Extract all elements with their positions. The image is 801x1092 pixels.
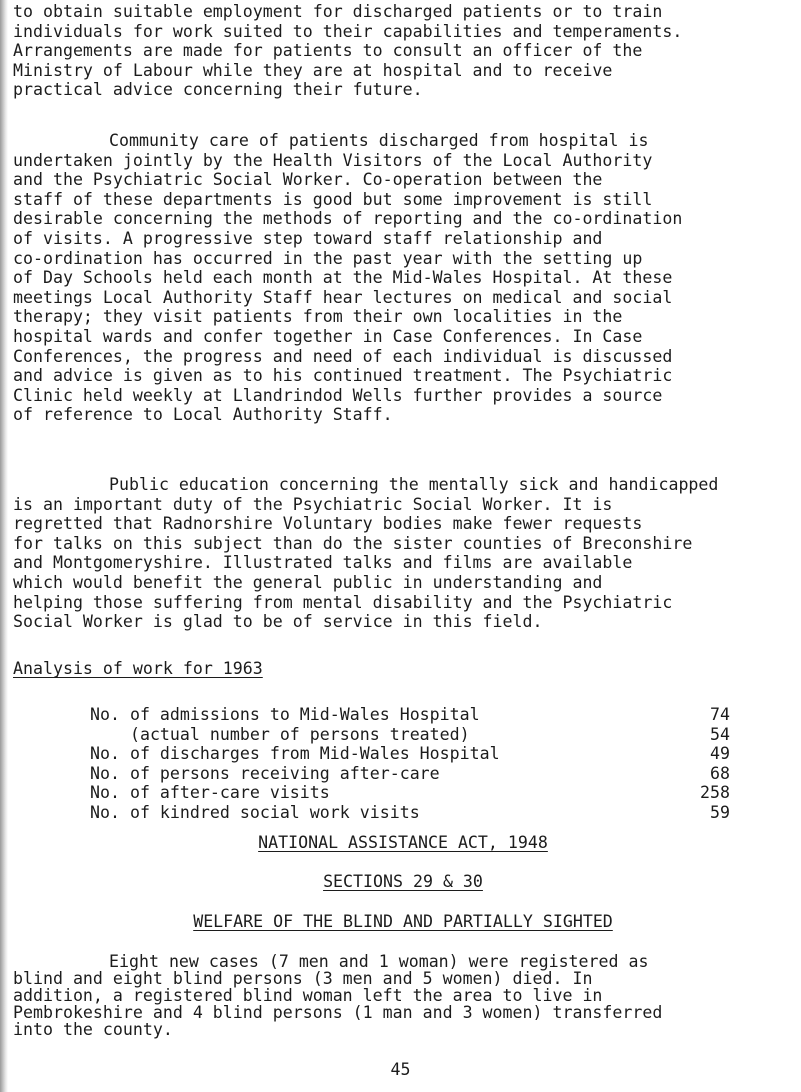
- paragraph-community-care: [13, 131, 793, 425]
- row-value: 49: [710, 744, 730, 764]
- text-line: undertaken jointly by the Health Visitors of the Local Authority: [13, 150, 653, 170]
- text-line: staff of these departments is good but some improvement is still: [13, 189, 653, 209]
- text-line: of reference to Local Authority Staff.: [13, 405, 393, 425]
- text-line: of Day Schools held each month at the Mid-Wales Hospital. At these: [13, 268, 673, 288]
- text-line: Public education concerning the mentally sick and handicapped: [109, 475, 719, 494]
- text-line: and the Psychiatric Social Worker. Co-operation between the: [13, 170, 603, 190]
- paragraph-blind-welfare: [13, 953, 793, 1038]
- row-label: No. of kindred social work visits: [90, 802, 420, 822]
- row-value: 258: [700, 783, 730, 803]
- paragraph-public-education: [13, 475, 793, 632]
- text-line: practical advice concerning their future.: [13, 80, 423, 100]
- text-line: blind and eight blind persons (3 men and 5 women) died. In: [13, 969, 593, 988]
- row-value: 68: [710, 763, 730, 783]
- table-row: [90, 744, 730, 764]
- text-line: co-ordination has occurred in the past year with the setting up: [13, 248, 643, 268]
- text-line: Pembrokeshire and 4 blind persons (1 man and 3 women) transferred: [13, 1003, 663, 1022]
- row-value: 54: [710, 724, 730, 744]
- text-line: Clinic held weekly at Llandrindod Wells further provides a source: [13, 385, 663, 405]
- page-number: 45: [390, 1060, 411, 1079]
- text-line: and advice is given as to his continued treatment. The Psychiatric: [13, 366, 673, 386]
- analysis-table: [90, 705, 730, 823]
- analysis-heading: [13, 659, 793, 679]
- text-line: of visits. A progressive step toward staff relationship and: [13, 228, 603, 248]
- table-row: [90, 725, 730, 745]
- text-line: to obtain suitable employment for discharged patients or to train: [13, 2, 663, 21]
- text-line: helping those suffering from mental disability and the Psychiatric: [13, 592, 673, 612]
- row-label: (actual number of persons treated): [90, 724, 470, 744]
- row-label: No. of admissions to Mid-Wales Hospital: [90, 705, 480, 724]
- text-line: which would benefit the general public in understanding and: [13, 572, 603, 592]
- text-line: hospital wards and confer together in Case Conferences. In Case: [13, 326, 643, 346]
- text-line: Ministry of Labour while they are at hospital and to receive: [13, 60, 613, 80]
- text-line: into the county.: [13, 1020, 173, 1039]
- row-label: No. of after-care visits: [90, 783, 330, 803]
- text-line: therapy; they visit patients from their own localities in the: [13, 307, 623, 327]
- text-line: and Montgomeryshire. Illustrated talks and films are available: [13, 553, 633, 573]
- text-line: Social Worker is glad to be of service in this field.: [13, 612, 543, 632]
- row-label: No. of persons receiving after-care: [90, 763, 440, 783]
- paragraph-employment: [13, 2, 793, 100]
- row-label: No. of discharges from Mid-Wales Hospital: [90, 744, 500, 764]
- scan-margin-shadow: [0, 0, 8, 1092]
- text-line: addition, a registered blind woman left the area to live in: [13, 986, 603, 1005]
- table-row: [90, 764, 730, 784]
- welfare-heading: WELFARE OF THE BLIND AND PARTIALLY SIGHTED: [193, 912, 613, 931]
- text-line: is an important duty of the Psychiatric Social Worker. It is: [13, 494, 613, 514]
- text-line: meetings Local Authority Staff hear lectures on medical and social: [13, 287, 673, 307]
- table-row: [90, 783, 730, 803]
- text-line: desirable concerning the methods of reporting and the co-ordination: [13, 209, 683, 229]
- text-line: regretted that Radnorshire Voluntary bodies make fewer requests: [13, 514, 643, 534]
- text-line: Community care of patients discharged from hospital is: [109, 131, 649, 150]
- act-heading: NATIONAL ASSISTANCE ACT, 1948: [258, 833, 548, 852]
- text-line: individuals for work suited to their capabilities and temperaments.: [13, 21, 683, 41]
- text-line: Eight new cases (7 men and 1 woman) were registered as: [109, 952, 649, 971]
- row-value: 74: [710, 705, 730, 724]
- table-row: [90, 803, 730, 823]
- sections-heading: SECTIONS 29 & 30: [323, 872, 483, 891]
- text-line: Conferences, the progress and need of each individual is discussed: [13, 346, 673, 366]
- row-value: 59: [710, 802, 730, 822]
- table-row: [90, 705, 730, 725]
- text-line: for talks on this subject than do the sister counties of Breconshire: [13, 533, 693, 553]
- text-line: Arrangements are made for patients to consult an officer of the: [13, 41, 643, 61]
- section-heading: Analysis of work for 1963: [13, 659, 263, 678]
